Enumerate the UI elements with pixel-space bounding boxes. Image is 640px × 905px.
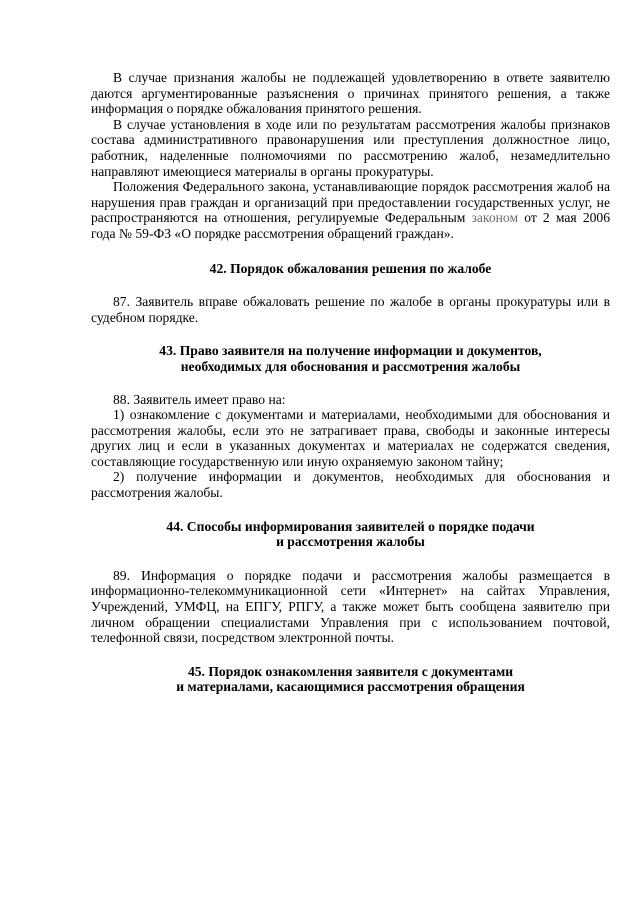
paragraph-88-item-2: 2) получение информации и документов, необходимых для обоснования и рассмотрения жалобы. [91,469,610,501]
section-heading-42-line: 42. Порядок обжалования решения по жалобе [209,260,492,276]
paragraph-prosecutor-referral: В случае установления в ходе или по результатам рассмотрения жалобы признаков состава административного правонарушения или преступления должностное лицо, работник, наделенные полномочиями по рассмотрению жалоб, незамедлительно направляют имеющиеся материалы в органы прокуратуры. [91,116,610,179]
federal-law-text-before: Положения Федерального закона, устанавливающие порядок рассмотрения жалоб на нарушения прав граждан и организаций при предоставлении государственных услуг, не распространяются на отношения, регулируемые Федеральным [91,179,610,226]
section-heading-44-line2: и рассмотрения жалобы [276,534,425,550]
section-heading-43-line2: необходимых для обоснования и рассмотрения жалобы [180,358,521,374]
paragraph-89: 89. Информация о порядке подачи и рассмотрения жалобы размещается в информационно-телекоммуникационной сети «Интернет» на сайтах Управления, Учреждений, УМФЦ, на ЕПГУ, РПГУ, а также может быть сообщена заявителю при личном обращении специалистами Управления при с использованием почтовой, телефонной связи, посредством электронной почты. [91,567,610,646]
section-heading-43-line1: 43. Право заявителя на получение информации и документов, [159,343,542,359]
federal-law-text-after: от 2 мая 2006 года № 59-ФЗ «О порядке рассмотрения обращений граждан». [91,210,611,241]
section-heading-45 [91,664,610,695]
paragraph-87: 87. Заявитель вправе обжаловать решение по жалобе в органы прокуратуры или в судебном порядке. [91,294,610,325]
section-heading-45-line2: и материалами, касающимися рассмотрения обращения [176,679,525,695]
paragraph-federal-law-scope [91,179,610,241]
paragraph-88-item-1: 1) ознакомление с документами и материалами, необходимыми для обоснования и рассмотрения жалобы, если это не затрагивает права, свободы и законные интересы других лиц и если в указанных документах и материалах не содержатся сведения, составляющие государственную или иную охраняемую законом тайну; [91,407,610,469]
section-heading-44 [91,519,610,550]
section-heading-43 [91,343,610,374]
section-heading-42 [91,261,610,277]
section-heading-44-line1: 44. Способы информирования заявителей о порядке подачи [166,518,535,534]
section-heading-45-line1: 45. Порядок ознакомления заявителя с документами [187,663,514,679]
paragraph-88: 88. Заявитель имеет право на: [113,391,286,407]
federal-law-link[interactable]: законом [471,210,519,226]
paragraph-refusal-explanation: В случае признания жалобы не подлежащей удовлетворению в ответе заявителю даются аргументированные разъяснения о причинах принятого решения, а также информация о порядке обжалования принятого решения. [91,70,610,117]
